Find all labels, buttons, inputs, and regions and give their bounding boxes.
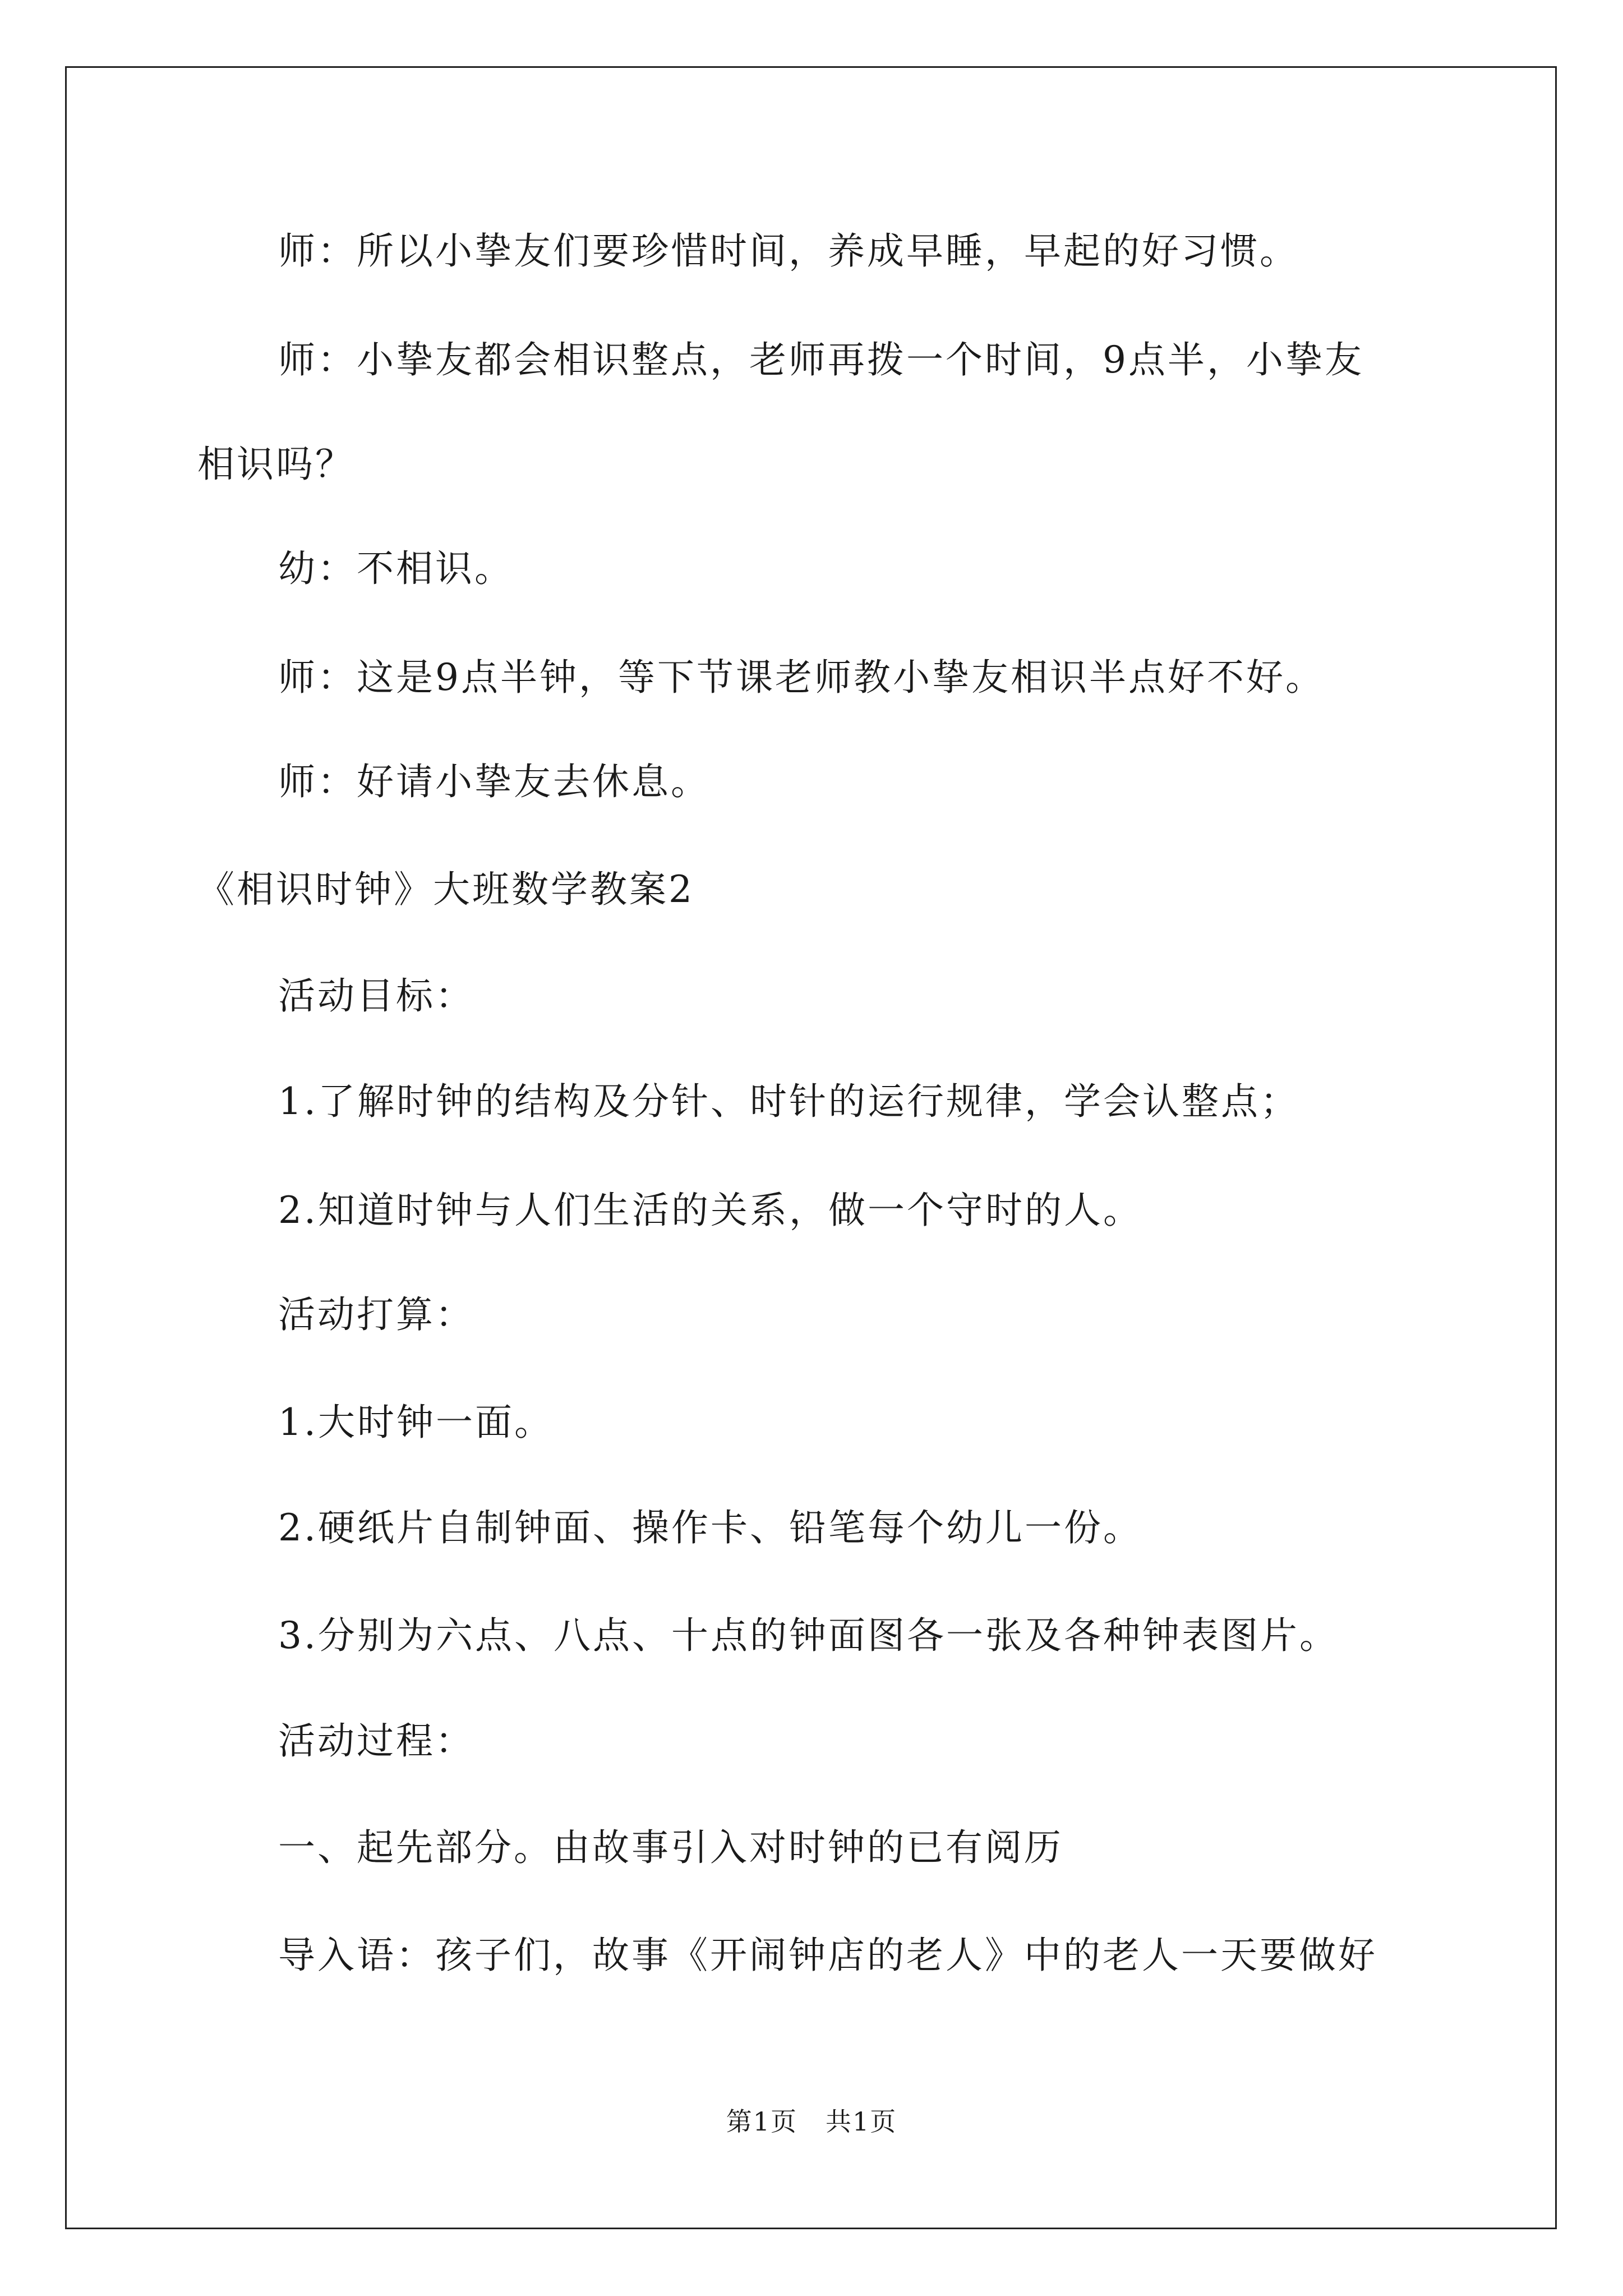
paragraph-line: 一、起先部分。由故事引入对时钟的已有阅历 bbox=[278, 1826, 1063, 1869]
page-total: 共1页 bbox=[826, 2106, 897, 2137]
page-footer bbox=[0, 2105, 1623, 2138]
paragraph-line: 师：小挚友都会相识整点，老师再拨一个时间，9点半，小挚友 bbox=[278, 338, 1364, 381]
paragraph-line: 2.知道时钟与人们生活的关系，做一个守时的人。 bbox=[278, 1189, 1142, 1232]
paragraph-line: 师：这是9点半钟，等下节课老师教小挚友相识半点好不好。 bbox=[278, 656, 1325, 699]
page-border bbox=[65, 66, 1557, 2229]
paragraph-line: 活动打算： bbox=[278, 1293, 474, 1336]
paragraph-line: 1.大时钟一面。 bbox=[278, 1401, 554, 1444]
section-heading: 《相识时钟》大班数学教案2 bbox=[197, 868, 694, 911]
paragraph-line: 1.了解时钟的结构及分针、时针的运行规律，学会认整点； bbox=[278, 1080, 1299, 1123]
paragraph-line: 3.分别为六点、八点、十点的钟面图各一张及各种钟表图片。 bbox=[278, 1614, 1339, 1657]
paragraph-line: 导入语：孩子们，故事《开闹钟店的老人》中的老人一天要做好 bbox=[278, 1934, 1377, 1977]
paragraph-line: 活动过程： bbox=[278, 1719, 474, 1763]
paragraph-line: 师：好请小挚友去休息。 bbox=[278, 760, 710, 803]
page-number: 第1页 bbox=[726, 2106, 797, 2137]
paragraph-line: 2.硬纸片自制钟面、操作卡、铅笔每个幼儿一份。 bbox=[278, 1506, 1142, 1549]
paragraph-line: 幼：不相识。 bbox=[278, 547, 514, 590]
paragraph-line: 师：所以小挚友们要珍惜时间，养成早睡，早起的好习惯。 bbox=[278, 229, 1299, 273]
paragraph-line: 相识吗？ bbox=[197, 443, 354, 486]
paragraph-line: 活动目标： bbox=[278, 974, 474, 1018]
